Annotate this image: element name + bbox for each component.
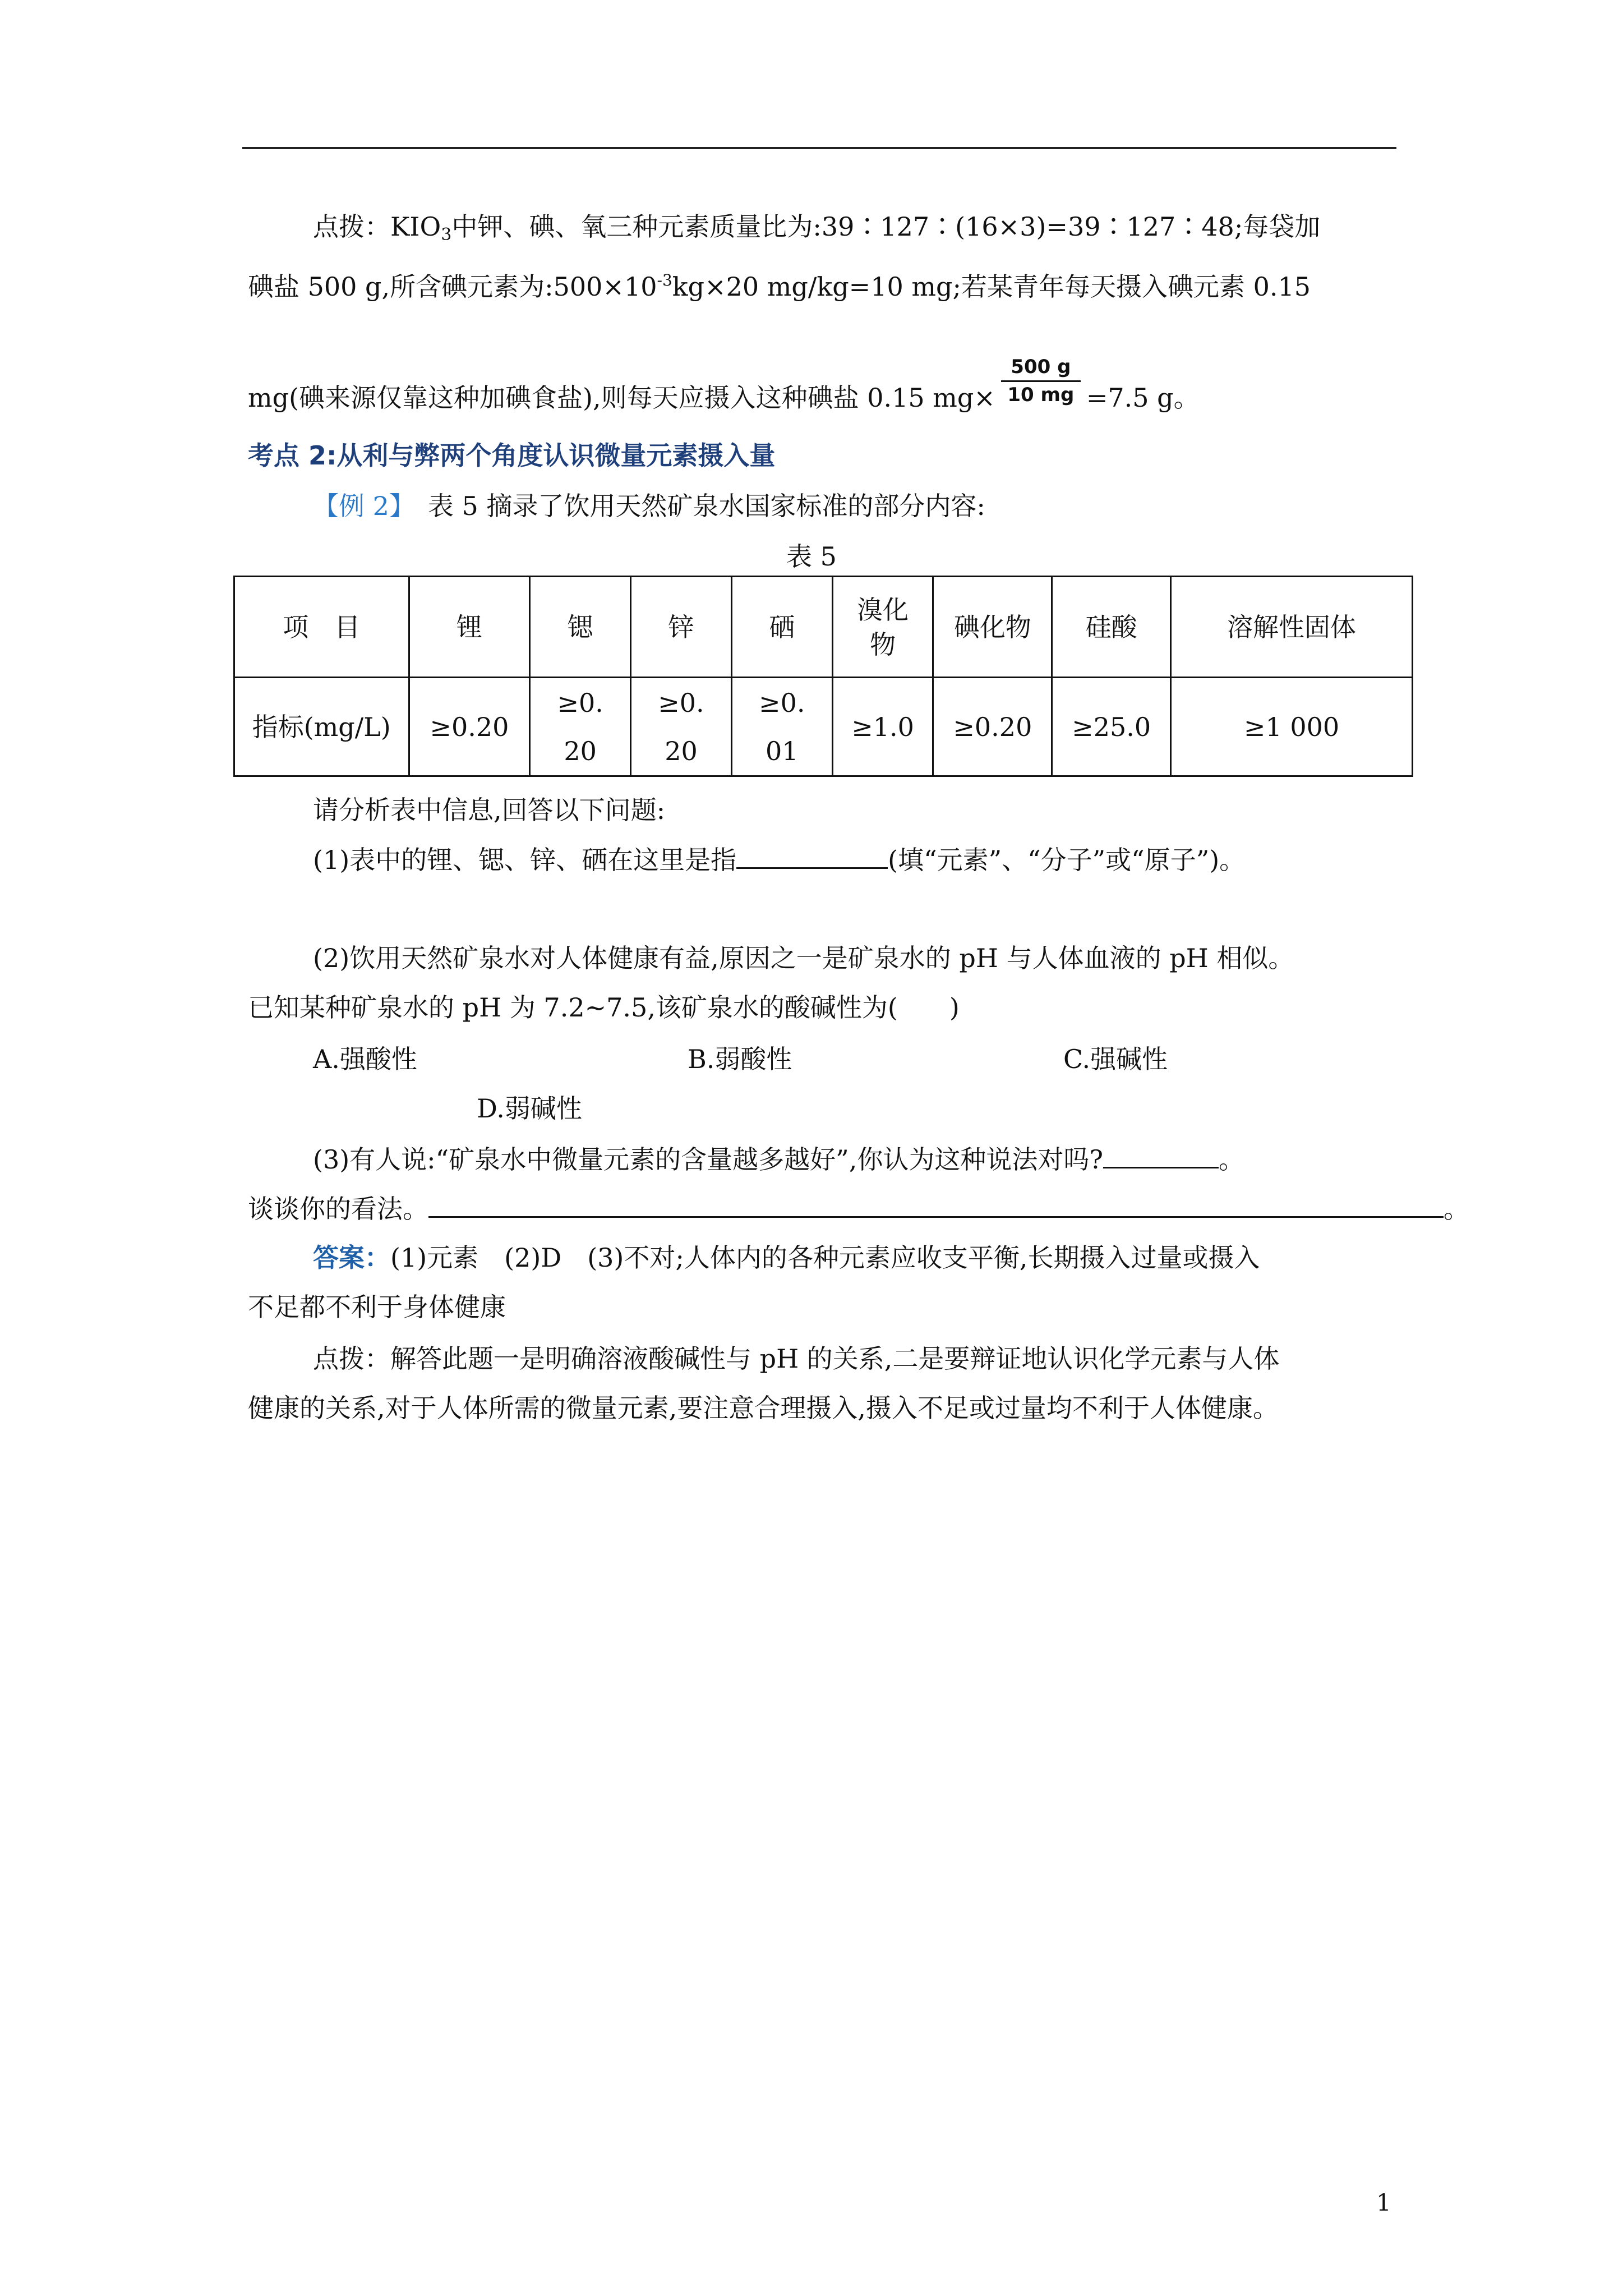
example-intro: 【例 2】 表 5 摘录了饮用天然矿泉水国家标准的部分内容:	[313, 491, 985, 521]
header-rule	[242, 147, 1396, 149]
hint1-label: 点拨：	[313, 211, 390, 242]
table-header-row	[234, 577, 1413, 678]
hint1-line1: 点拨：$KIO_3$中钾、碘、氧三种元素质量比为:39∶127∶(16×3)=39∶127∶48;每袋加	[313, 211, 1321, 245]
example-tag: 【例 2】	[313, 491, 402, 521]
page-number: 1	[1376, 2189, 1391, 2216]
section-heading: 考点 2:从利与弊两个角度认识微量元素摄入量	[248, 440, 776, 471]
answer-blank-3a[interactable]	[1103, 1142, 1219, 1168]
option-c: C.强碱性	[1063, 1044, 1168, 1074]
question-3-line2: 谈谈你的看法。 。	[248, 1191, 1469, 1226]
row-label: 指标(mg/L)	[234, 678, 409, 776]
answer-blank-1[interactable]	[736, 843, 888, 869]
header-lithium: 锂	[409, 577, 530, 678]
mineral-water-table	[233, 576, 1413, 777]
question-3-line1: (3)有人说:“矿泉水中微量元素的含量越多越好”,你认为这种说法对吗? 。	[313, 1142, 1244, 1176]
header-zinc: 锌	[631, 577, 732, 678]
option-b: B.弱酸性	[688, 1044, 792, 1074]
fraction: $\frac{500 g}{10 mg}$	[999, 356, 1083, 406]
question-2-line1: (2)饮用天然矿泉水对人体健康有益,原因之一是矿泉水的 pH 与人体血液的 pH 相似。	[313, 943, 1294, 973]
header-bromide: 溴化物	[832, 577, 933, 678]
header-iodide: 碘化物	[933, 577, 1052, 678]
answer-label: 答案：	[313, 1243, 390, 1273]
header-dissolved-solids: 溶解性固体	[1171, 577, 1413, 678]
value-dissolved-solids: ≥1 000	[1171, 678, 1413, 776]
value-strontium: ≥0.20	[530, 678, 631, 776]
hint1-line3: mg(碘来源仅靠这种加碘食盐),则每天应摄入这种碘盐 0.15 mg× $\frac{500 g}{10 mg}$ =7.5 g。	[248, 356, 1200, 413]
value-silicic-acid: ≥25.0	[1052, 678, 1171, 776]
question-1: (1)表中的锂、锶、锌、硒在这里是指 (填“元素”、“分子”或“原子”)。	[313, 843, 1245, 877]
question-2-line2: 已知某种矿泉水的 pH 为 7.2~7.5,该矿泉水的酸碱性为( )	[248, 992, 960, 1023]
option-d: D.弱碱性	[477, 1093, 582, 1124]
header-silicic-acid: 硅酸	[1052, 577, 1171, 678]
table-caption: 表 5	[786, 541, 837, 572]
answer-blank-3b[interactable]	[428, 1191, 1444, 1218]
question-prompt: 请分析表中信息,回答以下问题:	[313, 795, 666, 825]
value-lithium: ≥0.20	[409, 678, 530, 776]
hint2-line2: 健康的关系,对于人体所需的微量元素,要注意合理摄入,摄入不足或过量均不利于人体健康。	[248, 1393, 1279, 1423]
value-zinc: ≥0.20	[631, 678, 732, 776]
hint2-label: 点拨：	[313, 1343, 390, 1374]
answer-line2: 不足都不利于身体健康	[248, 1292, 506, 1322]
hint2-line1: 点拨：解答此题一是明确溶液酸碱性与 pH 的关系,二是要辩证地认识化学元素与人体	[313, 1343, 1280, 1374]
answer-line1: 答案：(1)元素 (2)D (3)不对;人体内的各种元素应收支平衡,长期摄入过量或摄入	[313, 1243, 1260, 1273]
header-item: 项 目	[234, 577, 409, 678]
value-selenium: ≥0.01	[731, 678, 832, 776]
value-bromide: ≥1.0	[832, 678, 933, 776]
option-a: A.强酸性	[313, 1044, 417, 1074]
hint1-line2: 碘盐 500 g,所含碘元素为$:500\times 10^{-3}kg\times 20$ mg/kg=10 mg;若某青年每天摄入碘元素 0.15	[248, 271, 1311, 302]
table-row	[234, 678, 1413, 776]
header-selenium: 硒	[731, 577, 832, 678]
value-iodide: ≥0.20	[933, 678, 1052, 776]
header-strontium: 锶	[530, 577, 631, 678]
